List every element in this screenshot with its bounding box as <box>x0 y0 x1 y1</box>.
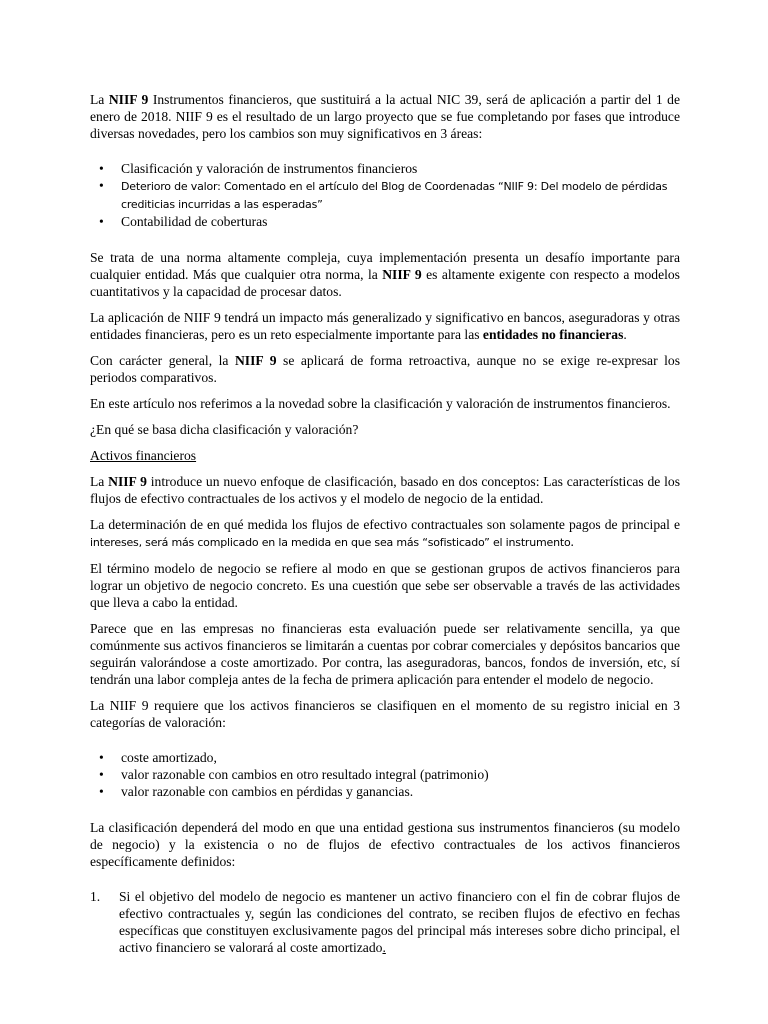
depends-paragraph: La clasificación dependerá del modo en que una entidad gestiona sus instrumentos financieros (su modelo de negocio) y la existencia o no de flujos de efectivo contractuales de los activos financieros específicamente definidos: <box>90 820 680 869</box>
list-item <box>90 177 680 213</box>
complexity-text: Se trata de una norma altamente compleja, cuya implementación presenta un desafío importante para cualquier entidad. Más que cualquier otra norma, la <box>90 250 680 282</box>
intro-paragraph <box>90 91 680 142</box>
approach-paragraph <box>90 473 680 507</box>
areas-list <box>90 160 680 230</box>
list-item <box>90 766 680 783</box>
list-item-text: valor razonable con cambios en pérdidas y ganancias. <box>121 784 414 799</box>
non-financial-paragraph: Parece que en las empresas no financieras esta evaluación puede ser relativamente sencilla, ya que comúnmente sus activos financieros se limitarán a cuentas por cobrar comerciales y depósitos bancarios que seguirán valorándose a coste amortizado. Por contra, las aseguradoras, bancos, fondos de inversión, etc, sí tendrán una labor compleja antes de la fecha de primera aplicación para entender el modelo de negocio. <box>90 621 680 687</box>
niif9-bold: NIIF 9 <box>234 353 277 368</box>
numbered-item <box>90 888 680 956</box>
bullet-icon: • <box>99 750 104 765</box>
numbered-item-text: Si el objetivo del modelo de negocio es mantener un activo financiero con el fin de cobrar flujos de efectivo contractuales y, según las condiciones del contrato, se reciben flujos de efectivo en fechas específicas que constituyen exclusivamente pagos del principal más intereses sobre dicho principal, el activo financiero se valorará al coste amortizado <box>119 889 680 955</box>
article-paragraph: En este artículo nos referimos a la novedad sobre la clasificación y valoración de instrumentos financieros. <box>90 396 671 411</box>
impact-text: La aplicación de NIIF 9 tendrá un impacto más generalizado y significativo en bancos, aseguradoras y otras entidades financieras, pero es un reto especialmente importante para las <box>90 310 680 342</box>
complexity-paragraph <box>90 249 680 300</box>
approach-text-rest: introduce un nuevo enfoque de clasificación, basado en dos conceptos: Las características de los flujos de efectivo contractuales de los activos y el modelo de negocio de la entidad. <box>90 474 680 506</box>
list-item <box>90 783 680 800</box>
retroactive-paragraph <box>90 352 680 386</box>
list-item-text: coste amortizado, <box>121 750 217 765</box>
non-financial-bold: entidades no financieras <box>482 327 624 342</box>
bullet-icon: • <box>99 784 104 799</box>
section-heading: Activos financieros <box>90 448 197 463</box>
determination-text-end: . <box>570 534 574 549</box>
requires-paragraph: La NIIF 9 requiere que los activos financieros se clasifiquen en el momento de su registro inicial en 3 categorías de valoración: <box>90 698 680 730</box>
impact-text-end: . <box>623 327 627 342</box>
niif9-bold: NIIF 9 <box>382 267 422 282</box>
list-item <box>90 160 680 177</box>
impact-paragraph <box>90 309 680 343</box>
bullet-icon: • <box>99 178 104 193</box>
determination-text: La determinación de en qué medida los flujos de efectivo contractuales son solamente pagos de principal e <box>90 517 680 532</box>
niif9-bold: NIIF 9 <box>108 474 147 489</box>
bullet-icon: • <box>99 161 104 176</box>
list-item-text: Contabilidad de coberturas <box>121 214 268 229</box>
document-page <box>90 91 680 956</box>
list-item <box>90 213 680 230</box>
list-item-text: valor razonable con cambios en otro resultado integral (patrimonio) <box>121 767 489 782</box>
approach-text: La <box>90 474 109 489</box>
complexity-text-rest: es altamente exigente con respecto a modelos cuantitativos y la capacidad de procesar datos. <box>90 267 680 299</box>
determination-paragraph <box>90 516 680 551</box>
intro-text: La <box>90 92 109 107</box>
question-paragraph: ¿En qué se basa dicha clasificación y valoración? <box>90 422 359 437</box>
item-number: 1. <box>90 889 101 904</box>
categories-list <box>90 749 680 800</box>
list-item-text: Clasificación y valoración de instrumentos financieros <box>121 161 418 176</box>
business-model-paragraph: El término modelo de negocio se refiere al modo en que se gestionan grupos de activos financieros para lograr un objetivo de negocio concreto. Es una cuestión que sebe ser observable a través de las actividades que lleva a cabo la entidad. <box>90 561 680 610</box>
numbered-item-end: . <box>382 940 386 955</box>
bullet-icon: • <box>99 767 104 782</box>
determination-text-sans: intereses, será más complicado en la medida en que sea más “sofisticado” el instrumento <box>90 536 571 549</box>
niif9-bold: NIIF 9 <box>108 92 149 107</box>
list-item-text: Deterioro de valor: Comentado en el artículo del Blog de Coordenadas “NIIF 9: Del modelo de pérdidas crediticias incurridas a las esperadas” <box>121 180 668 211</box>
bullet-icon: • <box>99 214 104 229</box>
intro-text-rest: Instrumentos financieros, que sustituirá a la actual NIC 39, será de aplicación a partir del 1 de enero de 2018. NIIF 9 es el resultado de un largo proyecto que se fue completando por fases que introduce diversas novedades, pero los cambios son muy significativos en 3 áreas: <box>90 92 680 141</box>
list-item <box>90 749 680 766</box>
retro-text: Con carácter general, la <box>90 353 235 368</box>
retro-text-rest: se aplicará de forma retroactiva, aunque no se exige re-expresar los periodos comparativos. <box>90 353 680 385</box>
